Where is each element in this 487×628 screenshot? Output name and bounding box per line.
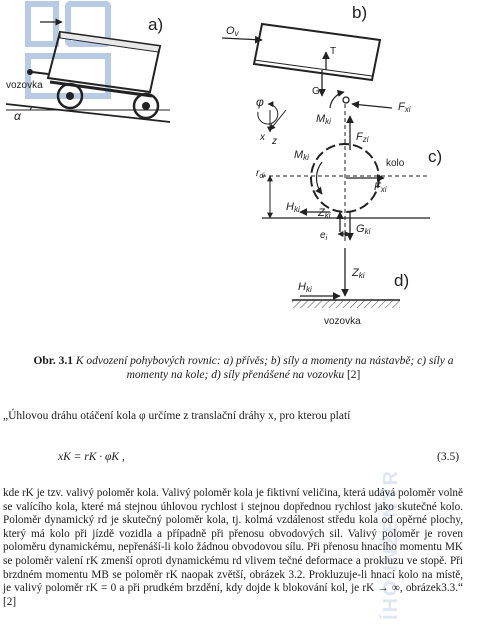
panel-label-b: b): [352, 3, 368, 22]
caption-number: Obr. 3.1: [33, 355, 73, 367]
equation-3-5: xK = rK · φK ,: [58, 451, 125, 463]
kolo-label: kolo: [386, 158, 405, 169]
Fzi-label: Fzi: [356, 131, 369, 144]
trailer-panel-a: [6, 15, 170, 123]
ei-label: $e_i$: [320, 230, 328, 242]
alpha-label: α: [14, 109, 21, 123]
x-axis-label: x: [260, 132, 265, 143]
figure-caption: [20, 354, 467, 382]
caption-reference: [2]: [346, 369, 361, 381]
T-label: T: [330, 46, 337, 57]
panel-label-c: c): [428, 147, 443, 166]
rdi-label: $r_{di}$: [256, 168, 265, 180]
Hki-c-label: Hki: [286, 201, 300, 214]
Ov-label: Ov: [226, 25, 239, 38]
equation-number: (3.5): [437, 451, 460, 463]
panel-label-a: a): [148, 15, 164, 34]
Hki-d-label: Hki: [298, 281, 312, 294]
G-label: G: [312, 86, 320, 97]
Gki-label: Gki: [356, 223, 371, 236]
intro-paragraph: „Úhlovou dráhu otáčení kola φ určíme z translační dráhy x, pro kterou platí: [3, 410, 351, 422]
Mki-c-label: Mki: [294, 149, 309, 162]
phi-label: φ: [256, 95, 264, 109]
Zki-c-label: Zki: [318, 207, 331, 220]
body-panel-b: [222, 3, 411, 126]
road-label-d: vozovka: [324, 316, 361, 327]
z-axis-label: z: [272, 136, 277, 147]
Mki-top-label: Mki: [316, 113, 331, 126]
caption-text: K odvození pohybových rovnic: a) přívěs; b) síly a momenty na nástavbě; c) síly a momenty na kole; d) síly přenášené na vozovku: [75, 355, 454, 381]
Fxi-c-label: Fxi: [374, 181, 387, 194]
Fxi-top-label: Fxi: [398, 101, 411, 114]
diagonal-watermark-2: ÍHO INŽENÝR: [380, 469, 402, 620]
coordinate-axes: [256, 95, 286, 147]
road-panel-d: [292, 248, 409, 327]
panel-label-d: d): [394, 271, 410, 290]
road-label-a: vozovka: [6, 80, 43, 91]
Zki-d-label: Zki: [352, 267, 365, 280]
wheel-panel-c: [256, 104, 442, 242]
body-paragraph: kde rK je tzv. valivý poloměr kola. Valivý poloměr kola je fiktivní veličina, která udává poloměr volně se valícího kola, které má stejnou úhlovou rychlost i stejnou dopřednou rychlost jako skutečné kolo. Poloměr dynamický rd je skutečný poloměr kola, tj. kolmá vzdálenost středu kola od opěrné plochy, který má kolo při jízdě vozidla a případně při přenosu obvodových sil. Valivý poloměr je roven poloměru dynamickému, nepřenáší-li kolo žádnou obvodovou sílu. Při přenosu hnacího momentu MK se poloměr valení rK zmenší oproti dynamickému rd vlivem tečné deformace a prokluzu ve stopě. Při brzdném momentu MB se poloměr rK naopak zvětší, obrázek 3.2. Prokluzuje-li hnací kolo na místě, je valivý poloměr rK = 0 a při prudkém brzdění, kdy dojde k blokování kol, je rK → ∞, obrázek3.3.“ [2]: [3, 487, 463, 608]
